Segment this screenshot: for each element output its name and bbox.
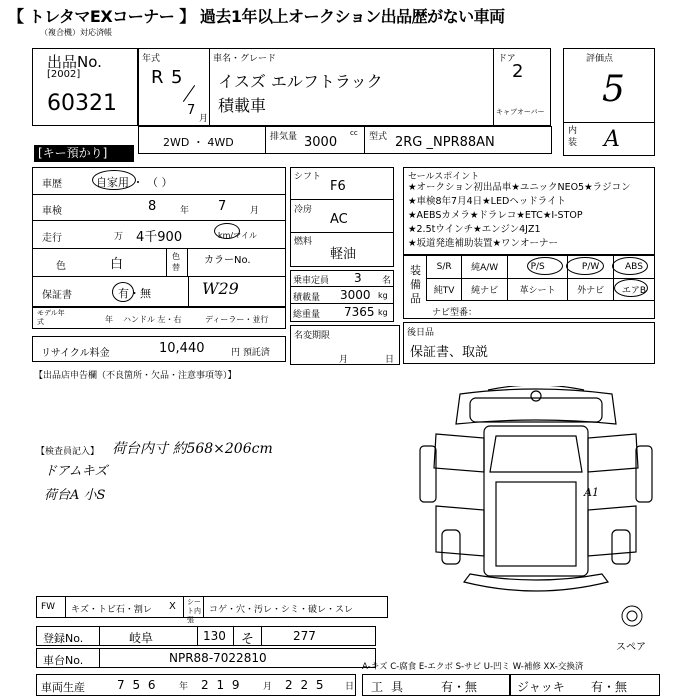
warranty-label: 保証書: [42, 290, 72, 301]
lot-label: 出品No.: [47, 53, 102, 71]
sales-point-line: ★オークション初出品車★ユニックNEO5★ラジコン: [408, 182, 631, 193]
inspection-month: 7: [218, 199, 227, 214]
tools-label: 工具: [371, 680, 412, 694]
equip-ext-nav: 外ナビ: [568, 278, 614, 301]
fw-row: [36, 596, 388, 624]
row-weight: [290, 304, 394, 322]
row-load: [290, 287, 394, 304]
fw-col2-label: シート内張: [187, 598, 201, 624]
key-tag: [キー預かり]: [34, 145, 134, 162]
row-capacity: [290, 270, 394, 287]
vehicle-grade: 積載車: [218, 96, 267, 115]
capacity-label: 乗車定員: [293, 276, 330, 286]
jack-label: ジャッキ: [517, 680, 565, 694]
row-fuel: [290, 233, 394, 267]
registration-class: 130: [203, 629, 226, 643]
row-color: [32, 249, 286, 277]
diagram-mark-a1: A1: [584, 486, 599, 499]
later-items-label: 後日品: [407, 328, 435, 338]
jack-row: [510, 674, 660, 696]
recycle-label: リサイクル料金: [41, 348, 110, 359]
equip-alloy: 純A/W: [462, 256, 508, 279]
equip-tv: 純TV: [427, 278, 462, 301]
displacement-box: [265, 126, 365, 154]
row-ac: [290, 200, 394, 233]
model-box: [364, 126, 552, 154]
color-divider: [166, 249, 188, 276]
ps-circle: [527, 257, 563, 275]
year-month-unit: 月: [199, 114, 209, 124]
production-day-unit: 日: [345, 682, 355, 692]
equip-nav: 純ナビ: [462, 278, 508, 301]
doors-value: 2: [512, 61, 524, 82]
drive-box: [138, 126, 266, 154]
reg-div3: [233, 627, 234, 645]
equip-abs: ABS: [613, 256, 654, 279]
load-label: 積載量: [293, 293, 321, 303]
color-label: 色: [56, 261, 66, 272]
capacity-value: 3: [354, 271, 362, 285]
shift-value: F6: [330, 179, 346, 194]
interior-box: [563, 122, 655, 156]
year-box: [138, 48, 210, 126]
row-warranty: [32, 277, 286, 307]
drive-value: 2WD ・ 4WD: [163, 136, 234, 149]
inspector-label: 【検査員記入】: [36, 447, 100, 457]
fw-col1-x: X: [169, 601, 176, 612]
change-date-day: 日: [385, 355, 395, 365]
seller-notes-label: 【出品店申告欄（不良箇所・欠品・注意事項等）】: [34, 371, 237, 381]
abs-circle: [612, 257, 648, 275]
shift-label: シフト: [294, 172, 322, 182]
fw-label: FW: [41, 602, 56, 612]
production-day: 2 2 5: [285, 678, 326, 692]
doors-label: ドア: [498, 54, 516, 64]
change-date-box: [290, 325, 400, 365]
sales-point-line: ★AEBSカメラ★ドラレコ★ETC★I-STOP: [408, 210, 583, 221]
registration-place: 岐阜: [129, 631, 154, 645]
load-value: 3000: [340, 288, 371, 302]
year-slash: [183, 85, 195, 102]
chassis-div: [99, 649, 100, 667]
warranty-divider: [188, 277, 189, 307]
production-month: 2 1 9: [201, 678, 242, 692]
fw-div2: [183, 597, 184, 617]
car-diagram: [412, 386, 660, 600]
equip-ps: P/S: [508, 256, 568, 279]
equip-pw: P/W: [568, 256, 614, 279]
inspection-label: 車検: [42, 206, 62, 217]
mileage-unit: km/マイル: [218, 231, 257, 240]
later-items-box: [403, 322, 655, 364]
displacement-value: 3000: [304, 135, 338, 150]
color-change-label: 色替: [172, 252, 180, 272]
year-value: 5: [171, 67, 183, 88]
history-label: 車歴: [42, 179, 62, 190]
fw-div1: [65, 597, 66, 617]
displacement-label: 排気量: [270, 132, 298, 142]
later-items-value: 保証書、取説: [410, 345, 489, 360]
interior-value: A: [604, 127, 620, 152]
weight-unit: kg: [378, 308, 388, 317]
registration-number: 277: [293, 629, 316, 643]
production-row: [36, 674, 356, 696]
change-date-label: 名変期限: [294, 331, 331, 341]
recycle-box: [32, 336, 286, 362]
equip-leather: 革シート: [508, 278, 568, 301]
lot-year-tag: [2002]: [47, 69, 81, 80]
inspector-line3: 荷台A 小S: [44, 488, 106, 503]
interior-label: 内装: [568, 126, 578, 148]
inspection-year-unit: 年: [180, 206, 190, 216]
fuel-label: 燃料: [294, 237, 313, 247]
fw-col3: コゲ・穴・汚レ・シミ・破レ・スレ: [209, 605, 354, 615]
sales-point-line: ★2.5tウインチ★エンジン4JZ1: [408, 224, 541, 235]
fw-div3: [203, 597, 204, 617]
load-unit: kg: [378, 291, 388, 300]
warranty-value: 有・無: [118, 287, 151, 300]
recycle-unit: 円 預託済: [231, 348, 270, 358]
reg-div2: [197, 627, 198, 645]
doors-side-text: キャブオーバー: [496, 108, 545, 116]
equip-airbag: エアB: [613, 278, 654, 301]
mileage-unit-man: 万: [114, 232, 124, 242]
recycle-value: 10,440: [159, 341, 205, 356]
banner: 【 トレタマEXコーナー 】 過去1年以上オークション出品歴がない車両: [8, 7, 505, 26]
sales-points-box: [403, 167, 655, 255]
lot-number: 60321: [47, 91, 117, 116]
production-year-unit: 年: [179, 682, 189, 692]
reg-div1: [99, 627, 100, 645]
weight-value: 7365: [344, 305, 375, 319]
registration-row: [36, 626, 376, 646]
model-year-handle: ハンドル 左・右: [123, 315, 182, 324]
ac-label: 冷房: [294, 205, 313, 215]
chassis-row: [36, 648, 376, 668]
color-value: 白: [110, 257, 124, 272]
sales-point-line: ★車検8年7月4日★LEDヘッドライト: [408, 196, 566, 207]
inspector-line2: ドアムキズ: [44, 464, 108, 479]
model-label: 型式: [369, 132, 388, 142]
damage-legend: A-キズ C-腐食 E-エクボ S-サビ U-凹ミ W-補修 XX-交換済: [362, 662, 584, 672]
registration-label: 登録No.: [43, 632, 84, 645]
sales-point-line: ★坂道発進補助装置★ワンオーナー: [408, 238, 559, 249]
jack-value: 有・無: [591, 680, 628, 694]
doors-box: [493, 48, 551, 126]
fuel-value: 軽油: [330, 247, 357, 262]
fw-col1: キズ・トビ石・割レ: [71, 605, 152, 615]
nav-model-label: ナビ型番：: [432, 308, 478, 318]
history-circle: [92, 170, 136, 190]
model-year-box: [32, 307, 286, 329]
model-value: 2RG _NPR88AN: [395, 135, 495, 150]
year-era: R: [151, 67, 164, 88]
model-year-dealer: ディーラー・並行: [205, 315, 269, 324]
score-box: [563, 48, 655, 123]
change-date-month: 月: [339, 355, 349, 365]
row-history: [32, 167, 286, 195]
inspector-line1: 荷台内寸 約568×206cm: [112, 441, 273, 457]
row-mileage: [32, 221, 286, 249]
production-month-unit: 月: [263, 682, 273, 692]
chassis-label: 車台No.: [43, 654, 84, 667]
history-value: 自家用 ・ （ ）: [96, 176, 173, 189]
row-inspection: [32, 195, 286, 221]
tools-row: [362, 674, 510, 696]
airbag-circle: [614, 279, 648, 297]
warranty-circle: [112, 282, 134, 302]
score-value: 5: [602, 69, 625, 110]
sub-banner: （複合機）対応済帳: [40, 28, 112, 37]
capacity-unit: 名: [382, 276, 392, 286]
year-label: 年式: [142, 54, 161, 64]
production-year: 7 5 6: [117, 678, 158, 692]
score-label: 評価点: [586, 54, 614, 64]
pw-circle: [566, 257, 604, 275]
equip-sr: S/R: [427, 256, 462, 279]
mileage-km-circle: [214, 223, 240, 239]
sales-points-label: セールスポイント: [408, 172, 480, 182]
inspection-month-unit: 月: [250, 206, 260, 216]
vehicle-label: 車名・グレード: [213, 54, 277, 64]
vehicle-box: [209, 48, 494, 126]
reg-div4: [261, 627, 262, 645]
row-shift: [290, 167, 394, 200]
color-code: W29: [202, 279, 239, 298]
spare-tire-icon: [620, 604, 644, 628]
mileage-digits: 4千900: [136, 230, 183, 245]
inspection-year: 8: [148, 199, 157, 214]
production-label: 車両生産: [41, 681, 85, 694]
vehicle-name: イスズ エルフトラック: [218, 72, 383, 91]
chassis-value: NPR88-7022810: [169, 651, 267, 665]
mileage-label: 走行: [42, 233, 62, 244]
ac-value: AC: [330, 212, 348, 227]
lot-box: [32, 48, 138, 126]
color-code-label: カラーNo.: [204, 255, 251, 266]
year-month: 7: [187, 103, 196, 118]
model-year-label: モデル年式: [37, 309, 65, 326]
tools-value: 有・無: [441, 680, 478, 694]
displacement-unit: cc: [350, 129, 358, 137]
model-year-unit: 年: [105, 315, 113, 324]
weight-label: 総重量: [293, 310, 321, 320]
spare-label: スペア: [616, 642, 646, 653]
equipment-label: 装備品: [410, 264, 421, 305]
registration-kana: そ: [241, 632, 255, 647]
